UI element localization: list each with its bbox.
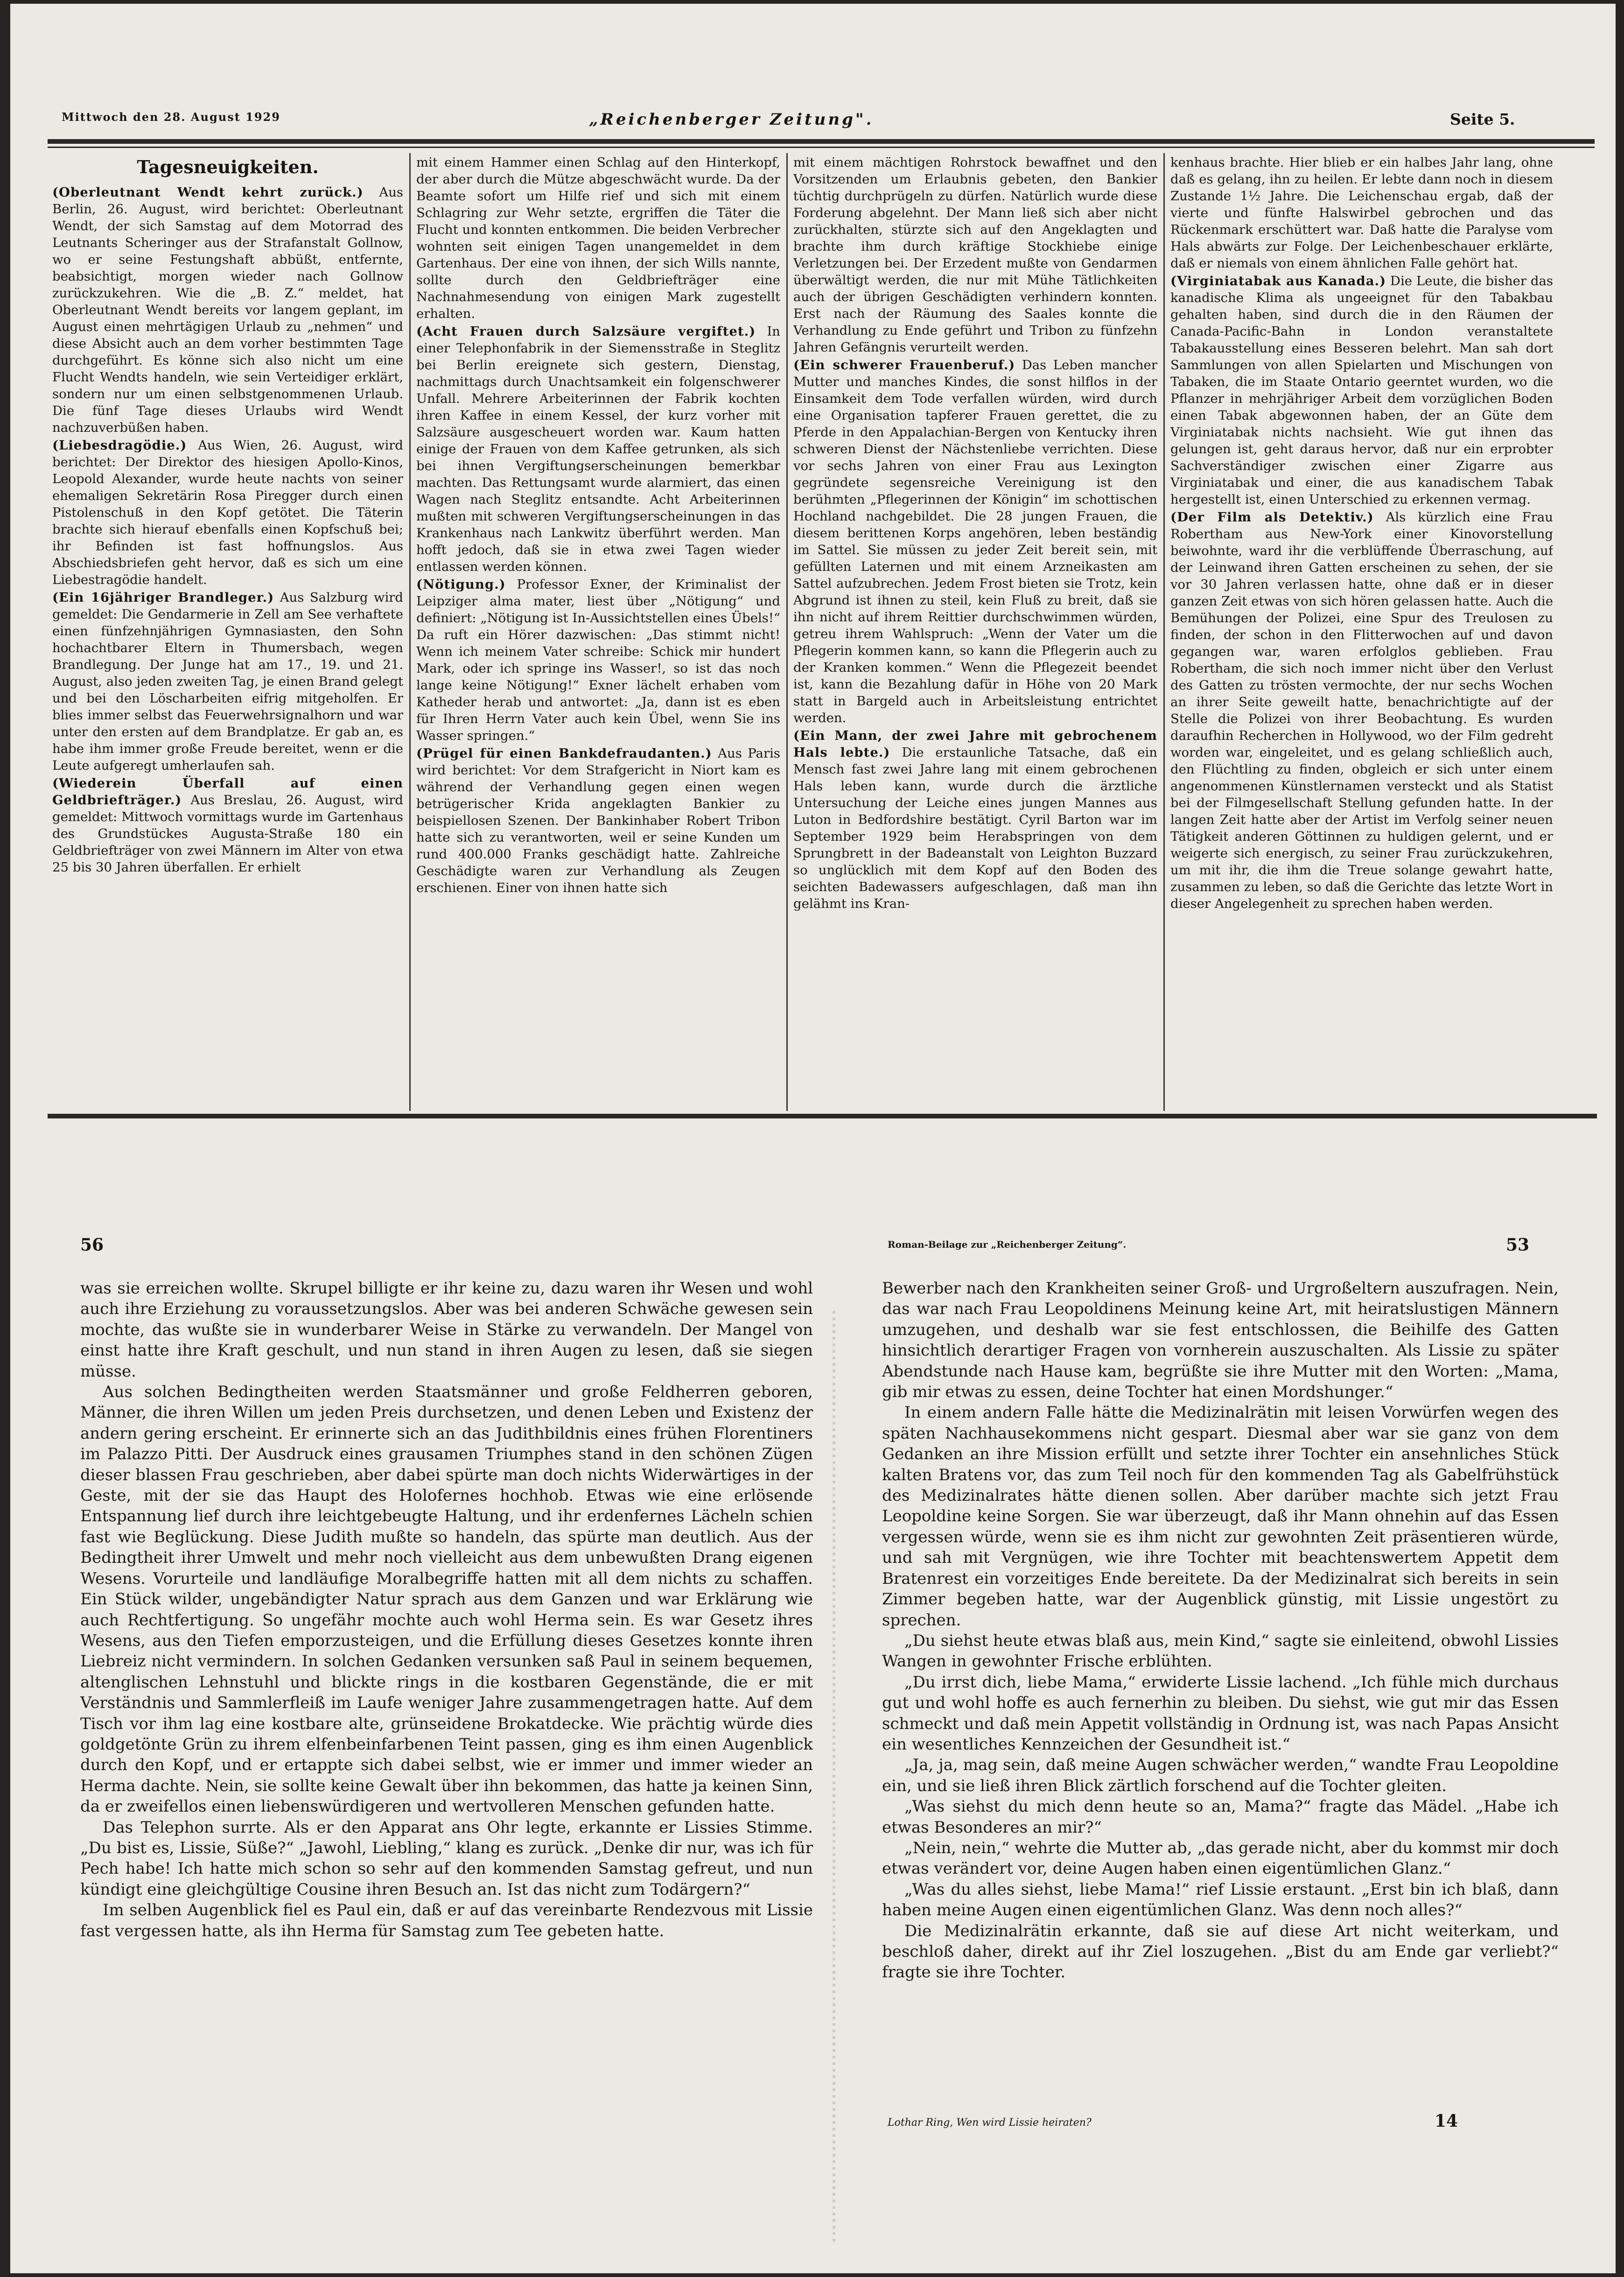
news-item-text: Professor Exner, der Kriminalist der Leipziger alma mater, liest über „Nötigung“ und definiert: „Nötigung ist In-Aussichtstellen eines Übels!“ Da ruft ein Hörer dazwischen: „Das stimmt nicht! Wenn ich meinem Vater schreibe: Schick mir hundert Mark, oder ich springe ins Wasser!, so ist das noch lange keine Nötigung!“ Exner lächelt erhaben vom Katheder herab und antwortet: „Ja, dann ist es eben für Ihren Herrn Vater auch kein Übel, wenn Sie ins Wasser springen.“ [416,577,780,743]
news-item-heading: (Ein 16jähriger Brandleger.) [52,590,274,605]
news-item-text: Aus Breslau, 26. August, wird gemeldet: Mittwoch vormittags wurde im Gartenhaus des Grundstückes Augusta-Straße 180 ein Geldbriefträger von zwei Männern im Alter von etwa 25 bis 30 Jahren überfallen. Er erhielt [52,793,403,875]
column-divider [786,153,788,1111]
news-item-text: Aus Paris wird berichtet: Vor dem Strafgericht in Niort kam es während der Verhandlung gegen einen wegen betrügerischer Krida angeklagten Bankier zu beispiellosen Szenen. Der Bankinhaber Robert Tribon hatte sich zu verantworten, weil er seine Kunden um rund 400.000 Franks geschädigt hatte. Zahlreiche Geschädigte waren zur Verhandlung als Zeugen erschienen. Einer von ihnen hatte sich [416,746,780,895]
novel-paragraph: was sie erreichen wollte. Skrupel billigte er ihr keine zu, dazu waren ihr Wesen und wohl auch ihre Erziehung zu voraussetzungslos. Aber was bei anderen Schwäche gewesen sein mochte, das wußte sie in wunderbarer Weise in Stärke zu verwandeln. Der Mangel von einst hatte ihre Kraft geschult, und nun stand in ihren Augen zu lesen, daß sie siegen müsse. [80,1279,813,1381]
novel-right-column [882,1278,1559,2109]
news-item-text: mit einem mächtigen Rohrstock bewaffnet und den Vorsitzenden um Erlaubnis gebeten, den Bankier tüchtig durchprügeln zu dürfen. Natürlich wurde diese Forderung abgelehnt. Der Mann ließ sich aber nicht zurückhalten, stürzte sich auf den Angeklagten und brachte ihm durch kräftige Stockhiebe einige Verletzungen bei. Der Erzedent mußte von Gendarmen überwältigt werden, die nur mit Mühe Tätlichkeiten auch der übrigen Geschädigten verhindern konnten. Erst nach der Räumung des Saales konnte die Verhandlung zu Ende geführt und Tribon zu fünfzehn Jahren Gefängnis verurteilt werden. [793,155,1157,355]
header-masthead: „Reichenberger Zeitung". [589,110,874,129]
header-date: Mittwoch den 28. August 1929 [62,110,280,124]
news-item-text: Die Leute, die bisher das kanadische Klima als ungeeignet für den Tabakbau gehalten haben, sind durch die in den Räumen der Canada-Pacific-Bahn in London veranstaltete Tabakausstellung eines Besseren belehrt. Man sah dort Sammlungen von allen Spielarten und Mischungen von Tabaken, die im Staate Ontario geerntet wurden, wo die Pflanzer in mehrjähriger Arbeit dem vorzüglichen Boden einen Tabak abgewonnen haben, der an Güte dem Virginiatabak nichts nachsieht. Wie gut ihnen das gelungen ist, geht daraus hervor, daß nur ein erprobter Sachverständiger zwischen einer Zigarre aus Virginiatabak und einer, die aus kanadischem Tabak hergestellt ist, einen Unterschied zu erkennen vermag. [1170,274,1553,507]
news-item-text: Aus Wien, 26. August, wird berichtet: Der Direktor des hiesigen Apollo-Kinos, Leopold Alexander, wurde heute nachts von seiner ehemaligen Sekretärin Rosa Piregger durch einen Pistolenschuß in den Kopf getötet. Die Täterin brachte sich hierauf ebenfalls einen Kopfschuß bei; ihr Befinden ist fast hoffnungslos. Aus Abschiedsbriefen geht hervor, daß es sich um eine Liebestragödie handelt. [52,438,403,587]
column-divider [409,153,411,1111]
novel-paragraph: „Nein, nein,“ wehrte die Mutter ab, „das gerade nicht, aber du kommst mir doch etwas verändert vor, deine Augen haben einen eigentümlichen Glanz.“ [882,1838,1559,1878]
news-item-heading: (Acht Frauen durch Salzsäure vergiftet.) [416,324,756,339]
news-item-heading: (Liebesdragödie.) [52,438,187,453]
novel-footer-number: 14 [1435,2111,1458,2131]
news-item-heading: (Virginiatabak aus Kanada.) [1170,274,1386,288]
novel-paragraph: „Ja, ja, mag sein, daß meine Augen schwächer werden,“ wandte Frau Leopoldine ein, und sie ließ ihren Blick zärtlich forschend auf die Tochter gleiten. [882,1756,1559,1795]
news-item-text: Aus Berlin, 26. August, wird berichtet: Oberleutnant Wendt, der sich Samstag auf dem Motorrad des Leutnants Scheringer aus der Strafanstalt Gollnow, wo er seine Festungshaft abbüßt, entfernte, beabsichtigt, morgen wieder nach Gollnow zurückzukehren. Wie die „B. Z.“ meldet, hat Oberleutnant Wendt bereits vor langem geplant, im August einen mehrtägigen Urlaub zu „nehmen“ und diese Absicht auch an dem vorher bestimmten Tage durchgeführt. Es könne sich also nicht um eine Flucht Wendts handeln, wie sein Verteidiger erklärt, sondern nur um einen selbstgenommenen Urlaub. Die fünf Tage dieses Urlaubs wird Wendt nachzuverbüßen haben. [52,185,403,435]
novel-right-page-number: 53 [1506,1235,1530,1255]
novel-paragraph: „Du siehst heute etwas blaß aus, mein Kind,“ sagte sie einleitend, obwohl Lissies Wangen in gewohnter Frische erblühten. [882,1631,1559,1671]
fold-gutter [833,1311,835,2244]
novel-paragraph: „Was du alles siehst, liebe Mama!“ rief Lissie erstaunt. „Erst bin ich blaß, dann haben meine Augen einen eigentümlichen Glanz. Was denn noch alles?“ [882,1880,1559,1920]
news-item-heading: (Oberleutnant Wendt kehrt zurück.) [52,185,364,200]
novel-paragraph: „Du irrst dich, liebe Mama,“ erwiderte Lissie lachend. „Ich fühle mich durchaus gut und wohl hoffe es auch fernerhin zu bleiben. Du siehst, wie gut mir das Essen schmeckt und daß mein Appetit vollständig in Ordnung ist, was nach Papas Ansicht ein wesentliches Kennzeichen der Gesundheit ist.“ [882,1673,1559,1754]
novel-paragraph: „Was siehst du mich denn heute so an, Mama?“ fragte das Mädel. „Habe ich etwas Besonderes an mir?“ [882,1797,1559,1837]
novel-left-page-number: 56 [80,1235,104,1255]
news-column-4 [1170,154,1553,1110]
novel-paragraph: Im selben Augenblick fiel es Paul ein, daß er auf das vereinbarte Rendezvous mit Lissie fast vergessen hatte, als ihn Herma für Samstag zum Tee gebeten hatte. [80,1901,813,1940]
header-rule [48,139,1595,144]
novel-right-header: Roman-Beilage zur „Reichenberger Zeitung“. [888,1239,1127,1250]
news-item-text: kenhaus brachte. Hier blieb er ein halbes Jahr lang, ohne daß es gelang, ihn zu heilen. Er lebte dann noch in diesem Zustande 1½ Jahre. Die Leichenschau ergab, daß der vierte und fünfte Halswirbel gebrochen und das Rückenmark erschüttert war. Daß hatte die Paralyse vom Hals abwärts zur Folge. Der Leichenbeschauer erklärte, daß er niemals von einem ähnlichen Falle gehört hat. [1170,155,1553,271]
news-item-text: Die erstaunliche Tatsache, daß ein Mensch fast zwei Jahre lang mit einem gebrochenen Hals leben kann, wurde durch die ärztliche Untersuchung der Leiche eines jungen Mannes aus Luton in Bedfordshire bestätigt. Cyril Barton war im September 1929 beim Herabspringen von dem Sprungbrett in der Badeanstalt von Leighton Buzzard so unglücklich mit dem Kopf auf den Boden des seichten Badewassers aufgeschlagen, daß man ihn gelähmt ins Kran- [793,745,1157,911]
newspaper-page [10,4,1616,2273]
column-divider [1163,153,1165,1111]
news-item-heading: (Der Film als Detektiv.) [1170,510,1374,525]
news-item-heading: (Wiederein Überfall auf einen Geldbriefträger.) [52,776,403,808]
novel-paragraph: Die Medizinalrätin erkannte, daß sie auf diese Art nicht weiterkam, und beschloß daher, direkt auf ihr Ziel loszugehen. „Bist du am Ende gar verliebt?“ fragte sie ihre Tochter. [882,1921,1559,1982]
header-page-number: Seite 5. [1450,110,1515,128]
novel-paragraph: Aus solchen Bedingtheiten werden Staatsmänner und große Feldherren geboren, Männer, die ihren Willen um jeden Preis durchsetzen, und denen Leben und Existenz der andern gering erscheint. Er erinnerte sich an das Judithbildnis eines frühen Florentiners im Palazzo Pitti. Der Ausdruck eines grausamen Triumphes stand in den schönen Zügen dieser blassen Frau geschrieben, aber dabei spürte man doch nichts Widerwärtiges in der Geste, mit der sie das Haupt des Holofernes hochhob. Etwas wie eine erlösende Entspannung lief durch ihre leichtgebeugte Haltung, und ihr erdenfernes Lächeln schien fast wie Beglückung. Diese Judith mußte so handeln, das spürte man deutlich. Aus der Bedingtheit ihrer Umwelt und mehr noch vielleicht aus dem unbewußten Drang eigenen Wesens. Vorurteile und landläufige Moralbegriffe hatten mit all dem nichts zu schaffen. Ein Stück wilder, ungebändigter Natur sprach aus dem Ganzen und war Erklärung wie auch Rechtfertigung. So ungefähr mochte auch wohl Herma sein. Es war Gesetz ihres Wesens, aus den Tiefen emporzusteigen, und die Erfüllung dieses Gesetzes konnte ihren Liebreiz nicht vermindern. In solchen Gedanken versunken saß Paul in seinem bequemen, altenglischen Lehnstuhl und blickte rings in die kostbaren Gegenstände, die er mit Verständnis und Sammlerfleiß im Laufe weniger Jahre zusammengetragen hatte. Auf dem Tisch vor ihm lag eine kostbare alte, grünseidene Brokatdecke. Wie prächtig würde dies goldgetönte Grün zu ihrem elfenbeinfarbenen Teint passen, ging es ihm einen Augenblick durch den Kopf, und er ertappte sich dabei selbst, wie er immer und immer wieder an Herma dachte. Nein, sie sollte keine Gewalt über ihn bekommen, das hatte ja keinen Sinn, da er zweifellos einen liebenswürdigeren und wertvolleren Menschen gefunden hatte. [80,1383,813,1816]
novel-left-column [80,1278,813,2146]
news-column-2 [416,154,780,1110]
novel-paragraph: Das Telephon surrte. Als er den Apparat ans Ohr legte, erkannte er Lissies Stimme. „Du bist es, Lissie, Süße?“ „Jawohl, Liebling,“ klang es zurück. „Denke dir nur, was ich für Pech habe! Ich hatte mich schon so sehr auf den kommenden Samstag gefreut, und nun kündigt eine gleichgültige Cousine ihren Besuch an. Ist das nicht zum Todärgern?“ [80,1818,813,1899]
news-item-text: In einer Telephonfabrik in der Siemensstraße in Steglitz bei Berlin ereignete sich gestern, Dienstag, nachmittags durch Unachtsamkeit ein folgenschwerer Unfall. Mehrere Arbeiterinnen der Fabrik kochten ihren Kaffee in einem Kessel, der kurz vorher mit Salzsäure ausgescheuert worden war. Kaum hatten einige der Frauen von dem Kaffee getrunken, als sich bei ihnen Vergiftungserscheinungen bemerkbar machten. Das Rettungsamt wurde alarmiert, das einen Wagen nach Steglitz entsandte. Acht Arbeiterinnen mußten mit schweren Vergiftungserscheinungen in das Krankenhaus nach Lankwitz überführt werden. Man hofft jedoch, daß sie in etwa zwei Tagen wieder entlassen werden können. [416,324,780,574]
news-item [793,154,1157,356]
news-item-heading: (Ein schwerer Frauenberuf.) [793,358,1015,372]
news-item-heading: (Nötigung.) [416,577,506,592]
header-rule-thin [48,147,1595,148]
news-item-heading: (Prügel für einen Bankdefraudanten.) [416,746,712,761]
novel-paragraph: Bewerber nach den Krankheiten seiner Groß- und Urgroßeltern auszufragen. Nein, das war nach Frau Leopoldinens Meinung keine Art, mit heiratslustigen Männern umzugehen, und deshalb war sie fest entschlossen, die Beihilfe des Gatten hinsichtlich derartiger Fragen von vornherein auszuschalten. Als Lissie zu später Abendstunde nach Hause kam, begrüßte sie ihre Mutter mit den Worten: „Mama, gib mir etwas zu essen, deine Tochter hat einen Mordshunger.“ [882,1279,1559,1402]
news-item-heading: (Ein Mann, der zwei Jahre mit gebrochenem Hals lebte.) [793,728,1157,760]
news-item-text: Aus Salzburg wird gemeldet: Die Gendarmerie in Zell am See verhaftete einen fünfzehnjährigen Gymnasiasten, den Sohn hochachtbarer Eltern in Thumersbach, wegen Brandlegung. Der Junge hat am 17., 19. und 21. August, also jeden zweiten Tag, je einen Brand gelegt und bei den Löscharbeiten eifrig mitgeholfen. Er blies immer selbst das Feuerwehrsignalhorn und war unter den ersten auf dem Brandplatze. Er gab an, es habe ihm immer große Freude bereitet, wenn er die Leute aufgeregt umherlaufen sah. [52,590,403,773]
news-column-3 [793,154,1157,1110]
news-item-text: mit einem Hammer einen Schlag auf den Hinterkopf, der aber durch die Mütze abgeschwächt wurde. Da der Beamte sofort um Hilfe rief und sich mit einem Schlagring zur Wehr setzte, ergriffen die Täter die Flucht und konnten entkommen. Die beiden Verbrecher wohnten seit einigen Tagen unangemeldet in dem Gartenhaus. Der eine von ihnen, der sich Wills nannte, sollte durch den Geldbriefträger eine Nachnahmesendung von einigen Mark zugestellt erhalten. [416,155,780,321]
novel-paragraph: In einem andern Falle hätte die Medizinalrätin mit leisen Vorwürfen wegen des späten Nachhausekommens nicht gespart. Diesmal aber war sie ganz von dem Gedanken an ihre Mission erfüllt und setzte ihrer Tochter ein ansehnliches Stück kalten Bratens vor, das zum Teil noch für den kommenden Tag als Gabelfrühstück des Medizinalrates hätte dienen sollen. Aber darüber machte sich jetzt Frau Leopoldine keine Sorgen. Sie war überzeugt, daß ihr Mann ohnehin auf das Essen vergessen würde, wenn sie es ihm nicht zur gewohnten Zeit präsentieren würde, und sah mit Vergnügen, wie ihre Tochter mit beachtenswertem Appetit dem Bratenrest ein vorzeitiges Ende bereitete. Da der Medizinalrat sich bereits in sein Zimmer begeben hatte, war der Augenblick günstig, mit Lissie ungestört zu sprechen. [882,1403,1559,1630]
news-item [416,154,780,322]
news-section-title: Tagesneuigkeiten. [137,156,319,177]
news-item [1170,154,1553,272]
news-column-1 [52,154,403,1110]
news-item-text: Als kürzlich eine Frau Robertham aus New-York einer Kinovorstellung beiwohnte, ward ihr die verblüffende Überraschung, auf der Leinwand ihren Gatten erscheinen zu sehen, der sie vor 30 Jahren verlassen hatte, ohne daß er in dieser ganzen Zeit etwas von sich hören gelassen hatte. Auch die Bemühungen der Polizei, eine Spur des Treulosen zu finden, der schon in den Flitterwochen auf und davon gegangen war, waren erfolglos geblieben. Frau Robertham, die sich noch immer nicht über den Verlust des Gatten zu trösten vermochte, der nur sechs Wochen an ihrer Seite geweilt hatte, benachrichtigte auf der Stelle die Polizei von ihrer Beobachtung. Es wurden daraufhin Recherchen in Hollywood, wo der Film gedreht worden war, eingeleitet, und es gelang schließlich auch, den Flüchtling zu finden, obgleich er sich unter einem angenommenen Künstlernamen versteckt und als Statist bei der Filmgesellschaft Stellung gefunden hatte. In der langen Zeit hatte aber der Artist im Verfolg seiner neuen Tätigkeit anderen Göttinnen zu huldigen gelernt, und er weigerte sich energisch, zu seiner Frau zurückzukehren, um mit ihr, die ihm die Treue solange gewahrt hatte, zusammen zu leben, so daß die Gerichte das letzte Wort in dieser Angelegenheit zu sprechen haben werden. [1170,510,1553,911]
novel-footer-credit: Lothar Ring, Wen wird Lissie heiraten? [888,2117,1092,2129]
section-rule [48,1114,1597,1118]
news-item-text: Das Leben mancher Mutter und manches Kindes, die sonst hilflos in der Einsamkeit dem Tode verfallen würden, wird durch eine Organisation tapferer Frauen gerettet, die zu Pferde in den Appalachian-Bergen von Kentucky ihren schweren Dienst der Nächstenliebe verrichten. Diese vor sechs Jahren von einer Frau aus Lexington gegründete segensreiche Vereinigung ist den berühmten „Pflegerinnen der Königin“ im schottischen Hochland nachgebildet. Die 28 jungen Frauen, die diesem berittenen Korps angehören, leben beständig im Sattel. Sie müssen zu jeder Zeit bereit sein, mit gefüllten Laternen und mit einem Arzneikasten am Sattel aufzubrechen. Jedem Frost bieten sie Trotz, kein Abgrund ist ihnen zu steil, kein Fluß zu breit, daß sie ihn nicht auf ihrem Reittier durchschwimmen würden, getreu ihrem Wahlspruch: „Wenn der Vater um die Pflegerin kommen kann, so kann die Pflegerin auch zu der Kranken kommen.“ Wenn die Pflegezeit beendet ist, kann die Bezahlung dafür in Höhe von 20 Mark statt in Bargeld auch in Arbeitsleistung entrichtet werden. [793,358,1157,725]
